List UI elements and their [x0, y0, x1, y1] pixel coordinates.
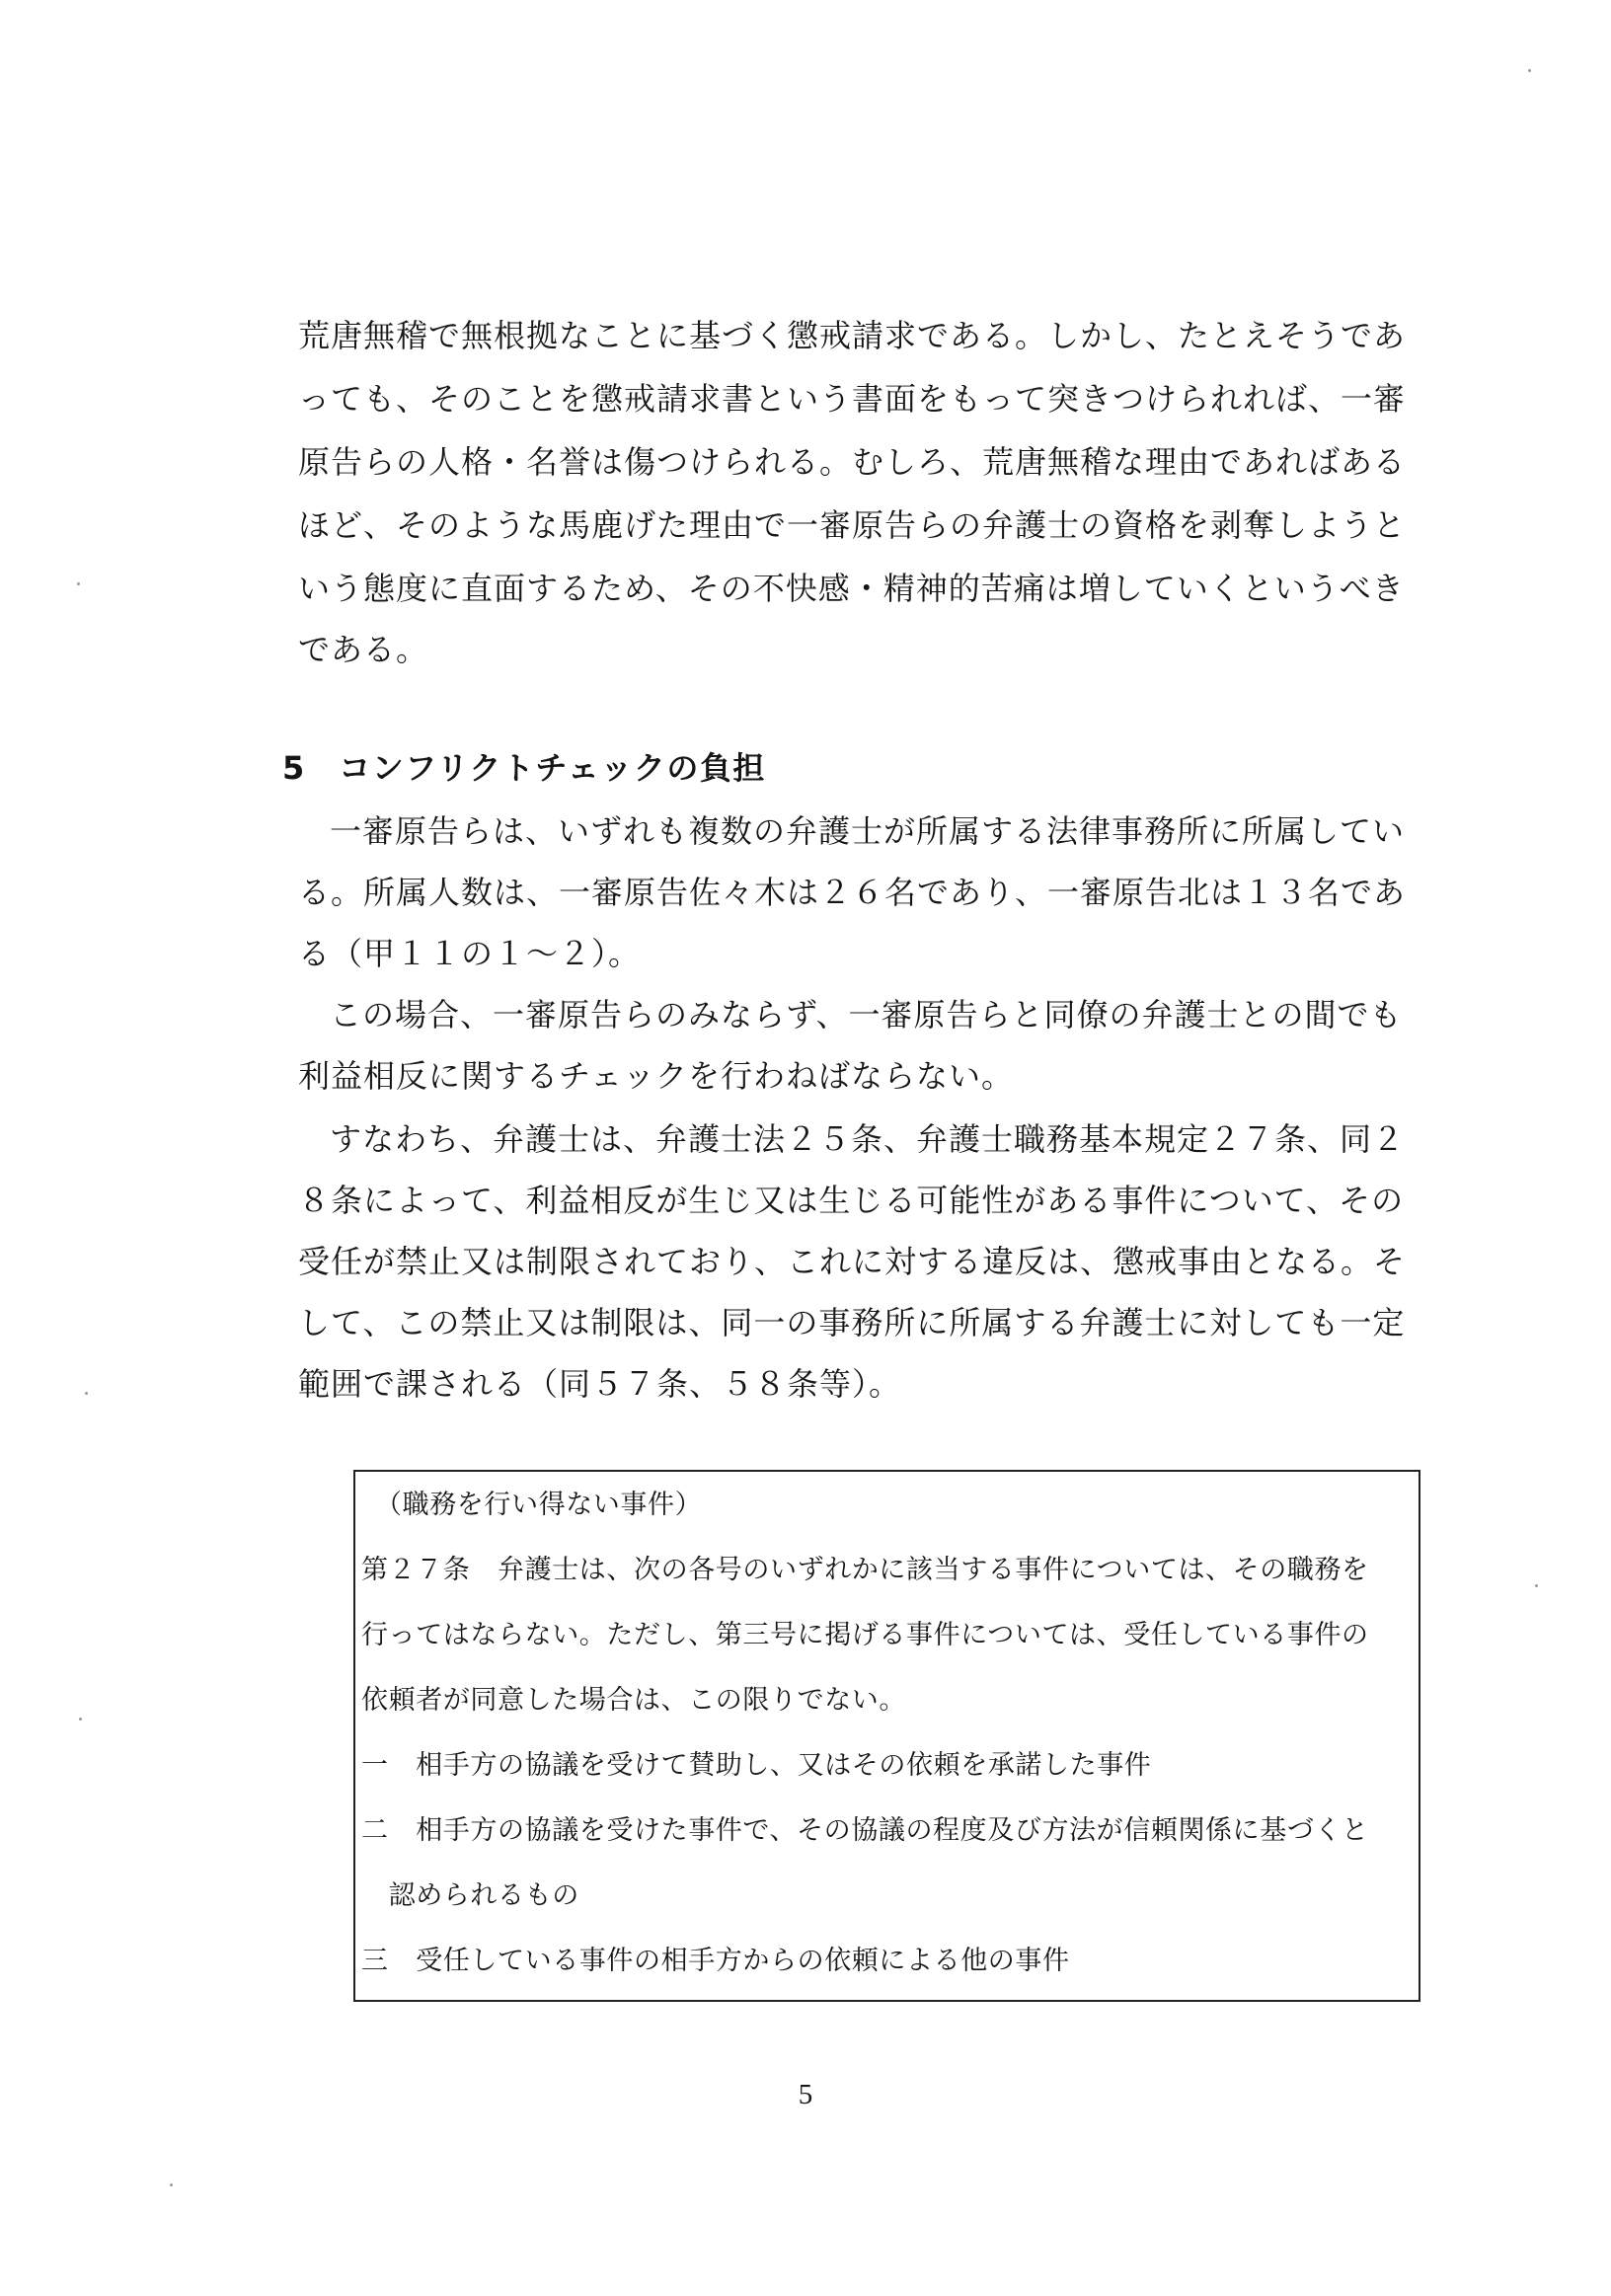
- box-title: （職務を行い得ない事件）: [375, 1490, 703, 1520]
- box-line: 二 相手方の協議を受けた事件で、その協議の程度及び方法が信頼関係に基づくと: [361, 1815, 1369, 1846]
- box-line: 行ってはならない。ただし、第三号に掲げる事件については、受任している事件の: [361, 1620, 1369, 1650]
- box-line: 一 相手方の協議を受けて賛助し、又はその依頼を承諾した事件: [361, 1750, 1152, 1781]
- box-line: 三 受任している事件の相手方からの依頼による他の事件: [361, 1946, 1070, 1976]
- section-heading: 5 コンフリクトチェックの負担: [282, 749, 766, 787]
- scan-speck: [1528, 69, 1531, 72]
- scan-speck: [1535, 1584, 1538, 1587]
- scan-speck: [170, 2183, 173, 2186]
- text-line: 範囲で課される（同５７条、５８条等）。: [298, 1365, 902, 1403]
- text-line: る。所属人数は、一審原告佐々木は２６名であり、一審原告北は１３名であ: [298, 874, 1407, 911]
- page-number: 5: [798, 2079, 813, 2110]
- text-line: すなわち、弁護士は、弁護士法２５条、弁護士職務基本規定２７条、同２: [330, 1120, 1406, 1158]
- quoted-article-box: [353, 1470, 1420, 2002]
- text-line: る（甲１１の１～２）。: [298, 935, 642, 972]
- text-line: 一審原告らは、いずれも複数の弁護士が所属する法律事務所に所属してい: [330, 812, 1406, 850]
- text-line: ほど、そのような馬鹿げた理由で一審原告らの弁護士の資格を剥奪しようと: [298, 506, 1407, 544]
- scan-speck: [77, 582, 80, 585]
- text-line: いう態度に直面するため、その不快感・精神的苦痛は増していくというべき: [298, 570, 1405, 607]
- text-line: この場合、一審原告らのみならず、一審原告らと同僚の弁護士との間でも: [330, 996, 1403, 1033]
- text-line: っても、そのことを懲戒請求書という書面をもって突きつけられれば、一審: [298, 380, 1407, 418]
- scan-speck: [79, 1718, 82, 1721]
- scan-speck: [85, 1392, 88, 1395]
- text-line: 利益相反に関するチェックを行わねばならない。: [298, 1057, 1015, 1095]
- text-line: して、この禁止又は制限は、同一の事務所に所属する弁護士に対しても一定: [298, 1304, 1406, 1341]
- text-line: ８条によって、利益相反が生じ又は生じる可能性がある事件について、その: [298, 1182, 1405, 1219]
- text-line: 原告らの人格・名誉は傷つけられる。むしろ、荒唐無稽な理由であればある: [298, 443, 1407, 481]
- text-line: 受任が禁止又は制限されており、これに対する違反は、懲戒事由となる。そ: [298, 1243, 1407, 1280]
- box-line: 第２７条 弁護士は、次の各号のいずれかに該当する事件については、その職務を: [361, 1555, 1369, 1585]
- text-line: である。: [298, 631, 429, 668]
- box-line: 依頼者が同意した場合は、この限りでない。: [361, 1685, 906, 1716]
- box-line: 認められるもの: [361, 1880, 579, 1911]
- text-line: 荒唐無稽で無根拠なことに基づく懲戒請求である。しかし、たとえそうであ: [298, 317, 1407, 354]
